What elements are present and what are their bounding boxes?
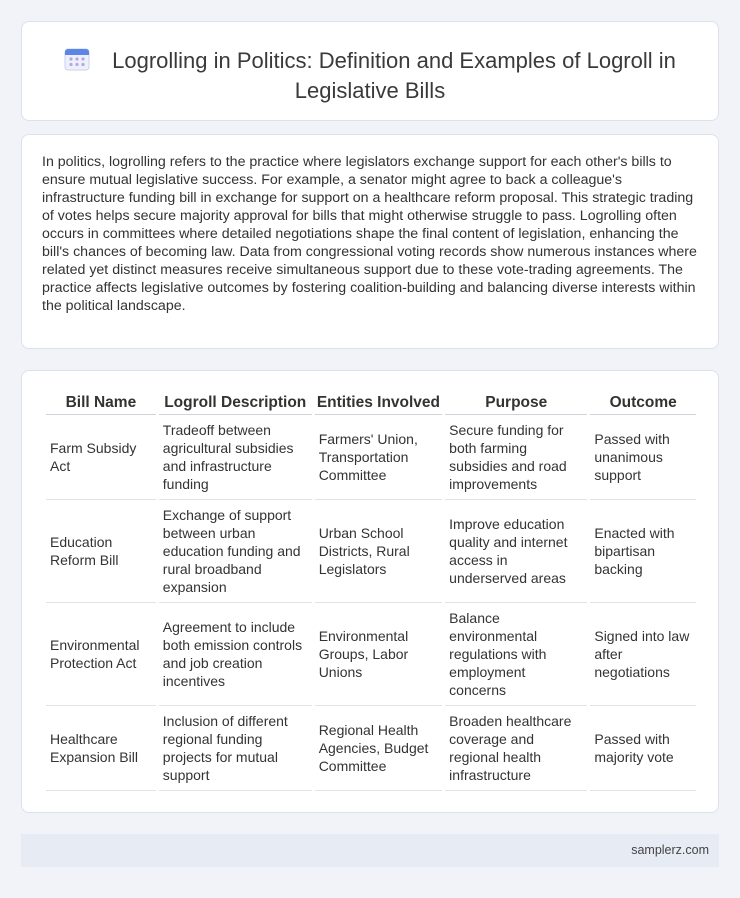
intro-card (21, 134, 719, 349)
logroll-table (43, 391, 699, 791)
cell-outcome: Passed with majority vote (590, 706, 696, 791)
header-logroll-description: Logroll Description (159, 391, 312, 415)
cell-bill-name: Education Reform Bill (46, 500, 156, 603)
cell-entities-involved: Farmers' Union, Transportation Committee (315, 415, 442, 500)
intro-paragraph: In politics, logrolling refers to the practice where legislators exchange support for each other's bills to ensure mutual legislative success. For example, a senator might agree to back a colleague's infrastructure funding bill in exchange for support on a healthcare reform proposal. This strategic trading of votes helps secure majority approval for bills that might otherwise struggle to pass. Logrolling often occurs in committees where detailed negotiations shape the final content of legislation, enhancing the bill's chances of becoming law. Data from congressional voting records show numerous instances where related yet distinct measures receive simultaneous support due to these vote-trading agreements. The practice affects legislative outcomes by fostering coalition-building and balancing diverse interests within the political landscape. (42, 154, 697, 314)
table-row (46, 415, 696, 500)
header-bill-name: Bill Name (46, 391, 156, 415)
table-card (21, 370, 719, 813)
header-purpose: Purpose (445, 391, 587, 415)
cell-purpose: Improve education quality and internet access in underserved areas (445, 500, 587, 603)
cell-purpose: Balance environmental regulations with employment concerns (445, 603, 587, 706)
cell-logroll-description: Agreement to include both emission controls and job creation incentives (159, 603, 312, 706)
page-title: Logrolling in Politics: Definition and Examples of Logroll in Legislative Bills (112, 48, 676, 103)
cell-bill-name: Healthcare Expansion Bill (46, 706, 156, 791)
header-entities-involved: Entities Involved (315, 391, 442, 415)
cell-outcome: Enacted with bipartisan backing (590, 500, 696, 603)
page-title-wrap (22, 46, 718, 106)
cell-bill-name: Farm Subsidy Act (46, 415, 156, 500)
table-row (46, 706, 696, 791)
cell-entities-involved: Urban School Districts, Rural Legislators (315, 500, 442, 603)
footer-bar (21, 834, 719, 867)
cell-purpose: Secure funding for both farming subsidies and road improvements (445, 415, 587, 500)
cell-entities-involved: Environmental Groups, Labor Unions (315, 603, 442, 706)
cell-outcome: Signed into law after negotiations (590, 603, 696, 706)
footer-site-link[interactable]: samplerz.com (631, 843, 709, 857)
header-outcome: Outcome (590, 391, 696, 415)
table-row (46, 603, 696, 706)
cell-bill-name: Environmental Protection Act (46, 603, 156, 706)
cell-logroll-description: Tradeoff between agricultural subsidies and infrastructure funding (159, 415, 312, 500)
cell-logroll-description: Exchange of support between urban education funding and rural broadband expansion (159, 500, 312, 603)
cell-entities-involved: Regional Health Agencies, Budget Committee (315, 706, 442, 791)
title-card (21, 21, 719, 121)
table-row (46, 500, 696, 603)
cell-purpose: Broaden healthcare coverage and regional health infrastructure (445, 706, 587, 791)
cell-logroll-description: Inclusion of different regional funding projects for mutual support (159, 706, 312, 791)
table-header-row (46, 391, 696, 415)
calendar-icon (64, 47, 90, 71)
cell-outcome: Passed with unanimous support (590, 415, 696, 500)
